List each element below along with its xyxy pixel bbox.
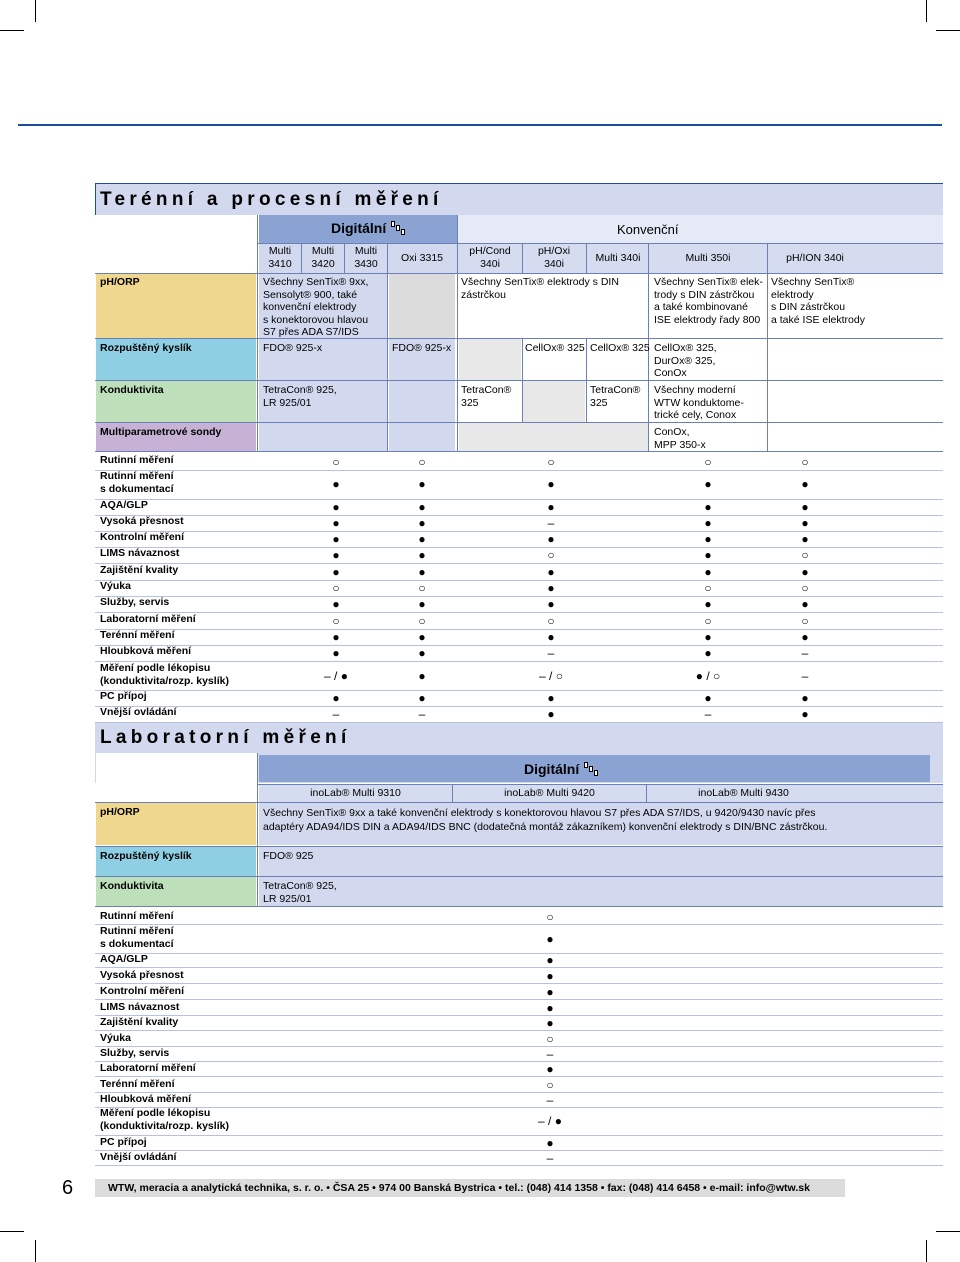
divider bbox=[95, 612, 943, 613]
lab-feature-mark: – bbox=[546, 1046, 554, 1061]
lab-feature-label: PC přípoj bbox=[100, 1136, 147, 1148]
section-title: Laboratorní měření bbox=[100, 727, 351, 748]
lab-feature-mark: ● bbox=[546, 952, 554, 967]
lab-feature-mark: ○ bbox=[546, 909, 554, 924]
divider bbox=[95, 1030, 943, 1031]
feature-mark: ● bbox=[418, 645, 426, 660]
divider bbox=[95, 470, 943, 471]
feature-mark: ○ bbox=[418, 580, 426, 595]
feature-mark: ● bbox=[547, 629, 555, 644]
lab-category-kond-label: Konduktivita bbox=[100, 880, 164, 892]
digital-icon bbox=[583, 761, 601, 777]
model-ph-ion: pH/ION 340i bbox=[786, 252, 844, 264]
page-number: 6 bbox=[62, 1177, 74, 1199]
feature-mark: ○ bbox=[801, 613, 809, 628]
lab-feature-label: Laboratorní měření bbox=[100, 1062, 196, 1074]
crop-mark bbox=[0, 30, 24, 31]
feature-mark: ● bbox=[332, 531, 340, 546]
lab-feature-label: Rutinní měření s dokumentací bbox=[100, 925, 174, 950]
model-multi-340i: Multi 340i bbox=[595, 252, 641, 264]
feature-mark: ● bbox=[418, 515, 426, 530]
lab-model-9420: inoLab® Multi 9420 bbox=[504, 787, 595, 799]
feature-mark: ● bbox=[801, 564, 809, 579]
cell-kd-m350: Všechny moderní WTW konduktome- trické cely, Conox bbox=[654, 384, 744, 421]
feature-mark: ● bbox=[547, 596, 555, 611]
model-multi-3420: Multi 3420 bbox=[311, 245, 335, 270]
divider bbox=[344, 243, 345, 273]
model-oxi-3315: Oxi 3315 bbox=[400, 252, 444, 264]
crop-mark bbox=[35, 1240, 36, 1262]
divider bbox=[95, 183, 943, 184]
feature-mark: ● bbox=[332, 515, 340, 530]
divider bbox=[257, 215, 258, 451]
feature-mark: ● bbox=[418, 668, 426, 683]
cell-bg bbox=[459, 339, 521, 380]
divider bbox=[95, 563, 943, 564]
feature-mark: ● bbox=[801, 690, 809, 705]
lab-model-9310: inoLab® Multi 9310 bbox=[310, 787, 401, 799]
crop-mark bbox=[0, 1231, 24, 1232]
feature-mark: ● bbox=[801, 531, 809, 546]
lab-feature-mark: ● bbox=[546, 1000, 554, 1015]
crop-mark bbox=[35, 0, 36, 22]
lab-feature-mark: ● bbox=[546, 931, 554, 946]
feature-mark: ● bbox=[547, 690, 555, 705]
feature-mark: ● bbox=[704, 629, 712, 644]
lab-feature-label: Terénní měření bbox=[100, 1078, 175, 1090]
feature-mark: ○ bbox=[704, 580, 712, 595]
category-ph-label: pH/ORP bbox=[100, 276, 140, 288]
cell-bg bbox=[389, 423, 455, 451]
lab-feature-label: Výuka bbox=[100, 1032, 131, 1044]
lab-feature-label: Služby, servis bbox=[100, 1047, 170, 1059]
lab-feature-mark: – bbox=[546, 1092, 554, 1107]
category-kond-label: Konduktivita bbox=[100, 384, 164, 396]
cell-kd-m340: TetraCon® 325 bbox=[590, 384, 641, 409]
cell-ox-m350: CellOx® 325, DurOx® 325, ConOx bbox=[654, 342, 717, 379]
lab-model-9430: inoLab® Multi 9430 bbox=[698, 787, 789, 799]
divider bbox=[95, 999, 943, 1000]
feature-mark: ○ bbox=[704, 613, 712, 628]
divider bbox=[95, 967, 943, 968]
lab-cell-kd: TetraCon® 925, LR 925/01 bbox=[263, 880, 337, 905]
feature-mark: ● bbox=[704, 564, 712, 579]
lab-feature-mark: ○ bbox=[546, 1077, 554, 1092]
model-ph-cond: pH/Cond 340i bbox=[469, 245, 511, 270]
cell-bg bbox=[459, 423, 648, 451]
feature-mark: – bbox=[547, 515, 555, 530]
footer-text: WTW, meracia a analytická technika, s. r. o. • ČSA 25 • 974 00 Banská Bystrica • tel.: (048) 414 1358 • fax: (048) 414 6458 • e-mail: info@wtw.sk bbox=[108, 1182, 810, 1194]
feature-mark: ○ bbox=[801, 547, 809, 562]
cell-kd-phcond: TetraCon® 325 bbox=[461, 384, 512, 409]
feature-mark: ● bbox=[801, 629, 809, 644]
divider bbox=[95, 1015, 943, 1016]
feature-mark: ● bbox=[547, 580, 555, 595]
feature-mark: ● bbox=[704, 645, 712, 660]
divider bbox=[301, 243, 302, 273]
feature-mark: ● bbox=[704, 596, 712, 611]
lab-feature-label: Vysoká přesnost bbox=[100, 969, 184, 981]
lab-feature-label: Kontrolní měření bbox=[100, 985, 185, 997]
feature-mark: ● bbox=[418, 690, 426, 705]
cell-ph-digital: Všechny SenTix® 9xx, Sensolyt® 900, také konvenční elektrody s konektorovou hlavou S7 přes ADA S7/IDS bbox=[263, 276, 369, 338]
model-multi-3430: Multi 3430 bbox=[354, 245, 378, 270]
cell-bg bbox=[389, 273, 455, 338]
lab-feature-mark: ● bbox=[546, 1061, 554, 1076]
model-multi-350i: Multi 350i bbox=[685, 252, 731, 264]
feature-mark: – bbox=[547, 645, 555, 660]
divider bbox=[767, 243, 768, 451]
top-rule bbox=[18, 124, 942, 126]
feature-mark: ○ bbox=[547, 613, 555, 628]
cell-bg bbox=[523, 381, 585, 422]
feature-mark: ○ bbox=[801, 454, 809, 469]
divider bbox=[257, 243, 943, 244]
divider bbox=[95, 906, 943, 907]
divider bbox=[95, 338, 943, 339]
feature-label: Výuka bbox=[100, 580, 131, 592]
feature-mark: ● bbox=[418, 547, 426, 562]
feature-mark: ● bbox=[704, 531, 712, 546]
feature-mark: ○ bbox=[418, 454, 426, 469]
category-multi-label: Multiparametrové sondy bbox=[100, 426, 222, 438]
feature-mark: ○ bbox=[332, 454, 340, 469]
feature-mark: ● bbox=[801, 499, 809, 514]
feature-mark: ● bbox=[418, 499, 426, 514]
model-ph-oxi: pH/Oxi 340i bbox=[537, 245, 571, 270]
category-kyslik-label: Rozpuštěný kyslík bbox=[100, 342, 192, 354]
digital-header bbox=[331, 220, 408, 236]
digital-label: Digitální bbox=[331, 220, 387, 236]
lab-feature-mark: ● bbox=[546, 984, 554, 999]
cell-ox-m340: CellOx® 325 bbox=[590, 342, 650, 354]
lab-feature-label: Vnější ovládání bbox=[100, 1151, 177, 1163]
lab-feature-mark: ○ bbox=[546, 1031, 554, 1046]
lab-category-kyslik-label: Rozpuštěný kyslík bbox=[100, 850, 192, 862]
lab-header-white bbox=[96, 753, 257, 803]
feature-mark: ● bbox=[801, 515, 809, 530]
cell-bg bbox=[259, 877, 943, 906]
feature-mark: – bbox=[332, 706, 340, 721]
divider bbox=[95, 273, 943, 274]
feature-mark: – bbox=[418, 706, 426, 721]
lab-feature-mark: – / ● bbox=[538, 1113, 562, 1128]
feature-mark: – bbox=[801, 645, 809, 660]
divider bbox=[95, 1135, 943, 1136]
divider bbox=[387, 243, 388, 451]
feature-label: Rutinní měření s dokumentací bbox=[100, 470, 174, 495]
lab-feature-label: LIMS návaznost bbox=[100, 1001, 180, 1013]
feature-mark: – / ● bbox=[324, 668, 348, 683]
lab-feature-mark: – bbox=[546, 1150, 554, 1165]
cell-ox-phoxi: CellOx® 325 bbox=[525, 342, 585, 354]
lab-cell-ph: Všechny SenTix® 9xx a také konvenční elektrody s konektorovou hlavou S7 přes ADA S7/IDS, u 9420/9430 navíc přes adaptéry ADA94/IDS DIN a ADA94/IDS BNC (dodatečná montáž zákazníkem) konvenční elektrody s DIN/BNC zástrčkou. bbox=[263, 807, 828, 833]
feature-label: Zajištění kvality bbox=[100, 564, 179, 576]
divider bbox=[586, 243, 587, 273]
feature-label: Laboratorní měření bbox=[100, 613, 196, 625]
feature-label: Služby, servis bbox=[100, 596, 170, 608]
feature-mark: ● bbox=[332, 499, 340, 514]
feature-mark: ● bbox=[547, 499, 555, 514]
crop-mark bbox=[936, 30, 960, 31]
digital-icon bbox=[390, 220, 408, 236]
crop-mark bbox=[926, 0, 927, 22]
divider bbox=[95, 422, 943, 423]
feature-mark: ● bbox=[418, 477, 426, 491]
cell-bg bbox=[259, 847, 943, 876]
divider bbox=[586, 339, 587, 423]
divider bbox=[95, 953, 943, 954]
lab-feature-label: Rutinní měření bbox=[100, 910, 174, 922]
feature-label: Rutinní měření bbox=[100, 454, 174, 466]
feature-mark: ● bbox=[704, 499, 712, 514]
lab-feature-label: Hloubková měření bbox=[100, 1093, 192, 1105]
feature-mark: ● bbox=[704, 547, 712, 562]
feature-mark: ● bbox=[332, 596, 340, 611]
divider bbox=[95, 1061, 943, 1062]
feature-label: PC přípoj bbox=[100, 690, 147, 702]
feature-mark: ● / ○ bbox=[695, 668, 721, 683]
divider bbox=[257, 784, 943, 785]
lab-feature-label: Zajištění kvality bbox=[100, 1016, 179, 1028]
lab-feature-label: AQA/GLP bbox=[100, 953, 148, 965]
feature-mark: ○ bbox=[332, 613, 340, 628]
feature-mark: ● bbox=[801, 596, 809, 611]
divider bbox=[95, 183, 96, 215]
feature-mark: ● bbox=[704, 690, 712, 705]
divider bbox=[95, 1076, 943, 1077]
divider bbox=[95, 983, 943, 984]
divider bbox=[95, 924, 943, 925]
feature-mark: ● bbox=[332, 690, 340, 705]
feature-mark: ● bbox=[332, 547, 340, 562]
cell-kd-digital: TetraCon® 925, LR 925/01 bbox=[263, 384, 337, 409]
divider bbox=[522, 339, 523, 423]
feature-mark: ● bbox=[704, 477, 712, 491]
cell-ox-digital: FDO® 925-x bbox=[263, 342, 323, 354]
feature-mark: ○ bbox=[801, 580, 809, 595]
feature-mark: ● bbox=[418, 564, 426, 579]
feature-mark: ○ bbox=[547, 547, 555, 562]
divider bbox=[95, 1150, 943, 1151]
divider bbox=[95, 1165, 943, 1166]
lab-digital-label: Digitální bbox=[524, 761, 580, 777]
cell-ph-m350: Všechny SenTix® elek- trody s DIN zástrčkou a také kombinované ISE elektrody řady 800 bbox=[654, 276, 763, 326]
feature-mark: – bbox=[801, 668, 809, 683]
feature-mark: ● bbox=[418, 596, 426, 611]
divider bbox=[522, 243, 523, 273]
feature-mark: ● bbox=[704, 515, 712, 530]
crop-mark bbox=[926, 1240, 927, 1262]
feature-label: Vnější ovládání bbox=[100, 706, 177, 718]
lab-feature-mark: ● bbox=[546, 1135, 554, 1150]
divider bbox=[95, 1046, 943, 1047]
konv-header: Konvenční bbox=[617, 222, 679, 237]
feature-label: Kontrolní měření bbox=[100, 531, 185, 543]
section-title: Terénní a procesní měření bbox=[100, 189, 443, 210]
feature-label: AQA/GLP bbox=[100, 499, 148, 511]
feature-mark: ○ bbox=[418, 613, 426, 628]
feature-mark: ● bbox=[332, 645, 340, 660]
feature-mark: ● bbox=[801, 477, 809, 491]
lab-feature-mark: ● bbox=[546, 1015, 554, 1030]
cell-bg bbox=[389, 381, 455, 422]
model-multi-3410: Multi 3410 bbox=[268, 245, 292, 270]
cell-ph-ion: Všechny SenTix® elektrody s DIN zástrčkou a také ISE elektrody bbox=[771, 276, 865, 326]
feature-mark: ● bbox=[332, 477, 340, 491]
crop-mark bbox=[936, 1231, 960, 1232]
cell-mp-m350: ConOx, MPP 350-x bbox=[654, 426, 706, 451]
lab-digital-header bbox=[524, 761, 601, 777]
divider bbox=[457, 215, 458, 451]
feature-mark: – / ○ bbox=[539, 668, 563, 683]
feature-mark: ○ bbox=[547, 454, 555, 469]
feature-mark: ● bbox=[332, 629, 340, 644]
feature-mark: ● bbox=[547, 531, 555, 546]
feature-label: Terénní měření bbox=[100, 629, 175, 641]
lab-cell-ox: FDO® 925 bbox=[263, 850, 314, 862]
lab-category-ph-label: pH/ORP bbox=[100, 806, 140, 818]
feature-mark: ● bbox=[332, 564, 340, 579]
feature-mark: ○ bbox=[332, 580, 340, 595]
feature-mark: – bbox=[704, 706, 712, 721]
cell-ox-oxi: FDO® 925-x bbox=[392, 342, 452, 354]
divider bbox=[257, 753, 258, 906]
feature-label: LIMS návaznost bbox=[100, 547, 180, 559]
feature-mark: ● bbox=[801, 706, 809, 721]
feature-mark: ● bbox=[418, 629, 426, 644]
feature-mark: ○ bbox=[704, 454, 712, 469]
feature-label: Hloubková měření bbox=[100, 645, 192, 657]
feature-label: Vysoká přesnost bbox=[100, 515, 184, 527]
lab-feature-mark: ● bbox=[546, 968, 554, 983]
feature-mark: ● bbox=[418, 531, 426, 546]
divider bbox=[95, 451, 943, 452]
cell-ph-konv: Všechny SenTix® elektrody s DIN zástrčkou bbox=[461, 276, 619, 301]
feature-label: Měření podle lékopisu (konduktivita/rozp. kyslík) bbox=[100, 662, 229, 687]
feature-mark: ● bbox=[547, 564, 555, 579]
lab-feature-label: Měření podle lékopisu (konduktivita/rozp. kyslík) bbox=[100, 1107, 229, 1132]
feature-mark: ● bbox=[547, 477, 555, 491]
divider bbox=[95, 1092, 943, 1093]
feature-mark: ● bbox=[547, 706, 555, 721]
cell-bg bbox=[259, 423, 387, 451]
konv-header-bar bbox=[457, 215, 943, 243]
divider bbox=[95, 380, 943, 381]
